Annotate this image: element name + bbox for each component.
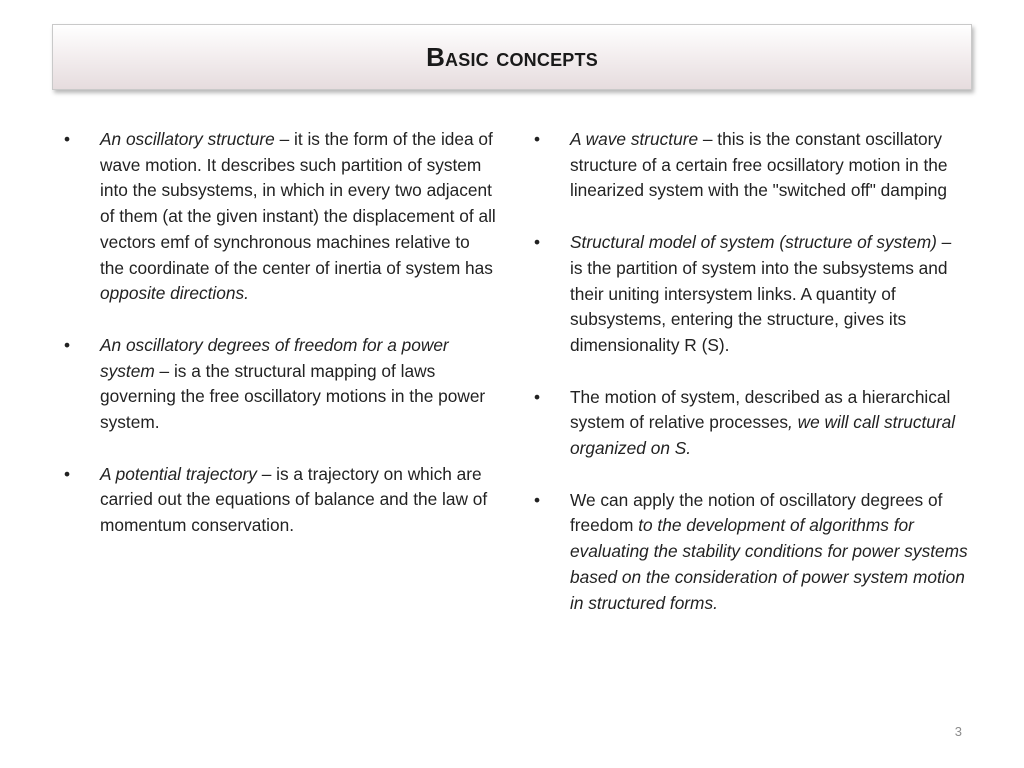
- bullet-item: [58, 462, 498, 539]
- bullet-text: The motion of system, described as a hierarchical system of relative processes: [570, 386, 951, 433]
- bullet-item: [528, 127, 968, 204]
- bullet-item: [528, 385, 968, 462]
- bullet-dot-icon: •: [63, 129, 71, 149]
- bullet-dot-icon: •: [63, 334, 71, 355]
- bullet-dot-icon: •: [63, 463, 71, 484]
- bullet-dot-icon: •: [533, 232, 541, 253]
- bullet-text: – it is the form of the idea of wave motion. It describes such partition of system into the subsystems, in which in every two adjacent of them (at the given instant) the displacement of all vectors emf of synchronous machines relative to the coordinate of the center of inertia of system has: [100, 129, 496, 278]
- left-column: [58, 127, 498, 539]
- bullet-dot-icon: •: [533, 489, 541, 510]
- bullet-item: [58, 127, 498, 307]
- bullet-emphasis: , we will call structural organized on S.: [570, 412, 956, 459]
- bullet-item: [58, 333, 498, 436]
- right-column: [528, 127, 968, 616]
- bullet-text: – is a the structural mapping of laws governing the free oscillatory motions in the power system.: [100, 360, 486, 433]
- bullet-term: Structural model of system (structure of system): [570, 232, 937, 253]
- title-banner: [52, 24, 972, 90]
- bullet-item: [528, 488, 968, 617]
- bullet-term: An oscillatory degrees of freedom for a power system: [100, 334, 449, 381]
- bullet-text: – is a trajectory on which are carried out the equations of balance and the law of momentum conservation.: [100, 463, 488, 536]
- page-number: 3: [954, 724, 962, 739]
- bullet-term: A wave structure: [570, 129, 699, 149]
- bullet-emphasis: opposite directions.: [100, 283, 249, 304]
- bullet-item: [528, 230, 968, 359]
- bullet-text: We can apply the notion of oscillatory degrees of freedom: [570, 489, 943, 536]
- bullet-text: – is the partition of system into the subsystems and their uniting intersystem links. A quantity of subsystems, entering the structure, gives its dimensionality R (S).: [570, 232, 952, 355]
- bullet-text: – this is the constant oscillatory structure of a certain free ocsillatory motion in the linearized system with the "switched off" damping: [570, 129, 948, 201]
- bullet-dot-icon: •: [533, 386, 541, 407]
- slide-title: Basic concepts: [426, 41, 598, 72]
- bullet-term: An oscillatory structure: [100, 129, 275, 149]
- bullet-term: A potential trajectory: [100, 463, 257, 484]
- bullet-dot-icon: •: [533, 129, 541, 149]
- bullet-emphasis: to the development of algorithms for evaluating the stability conditions for power systems based on the consideration of power system motion in structured forms.: [570, 515, 968, 613]
